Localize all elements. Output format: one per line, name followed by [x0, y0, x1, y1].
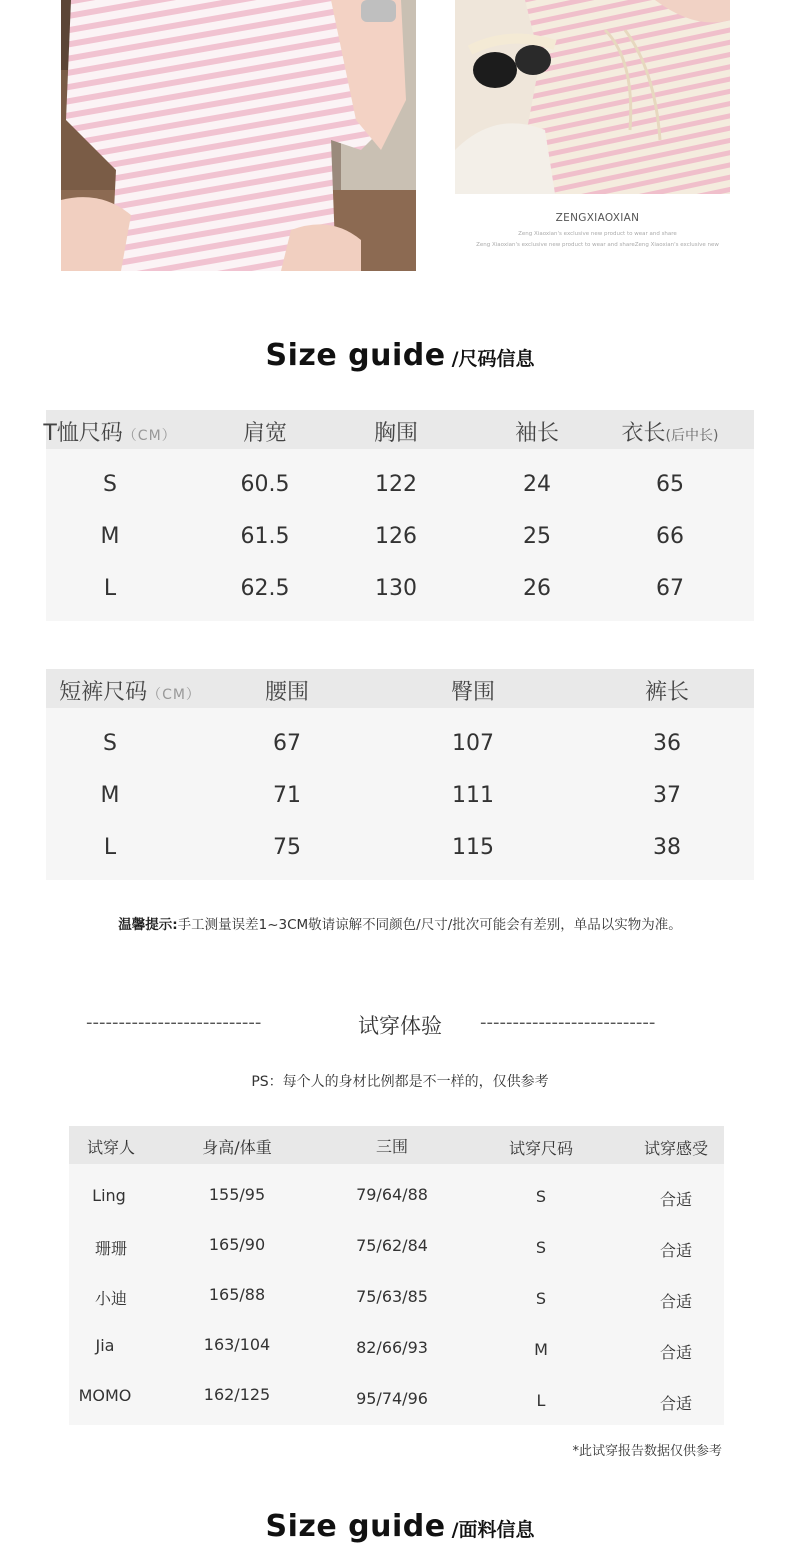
- size-guide-title: Size guide: [265, 1509, 446, 1544]
- header-size: [43, 416, 176, 447]
- header-length: [622, 416, 719, 447]
- table-cell: 合适: [659, 1394, 693, 1413]
- header-waist: 腰围: [264, 680, 310, 705]
- table-cell: 61.5: [240, 524, 290, 549]
- table-cell: L: [536, 1391, 546, 1410]
- table-cell: L: [103, 576, 117, 601]
- tryon-disclaimer: PS：每个人的身材比例都是不一样的，仅供参考: [251, 1074, 549, 1090]
- table-cell: S: [103, 472, 117, 497]
- measurement-note: [0, 913, 800, 933]
- table-cell: 24: [523, 472, 551, 497]
- table-cell: 小迪: [94, 1289, 128, 1308]
- tryon-footnote: *此试穿报告数据仅供参考: [572, 1444, 722, 1459]
- size-guide-subtitle: /尺码信息: [451, 348, 535, 370]
- header-fit-feel: 试穿感受: [643, 1139, 709, 1158]
- brand-tagline: Zeng Xiaoxian's exclusive new product to wear and share: [518, 231, 677, 237]
- table-cell: 75/62/84: [356, 1236, 428, 1255]
- header-pants-length: 裤长: [644, 680, 690, 705]
- table-cell: 38: [653, 835, 681, 860]
- header-height-weight: 身高/体重: [202, 1138, 272, 1157]
- table-cell: MOMO: [78, 1386, 132, 1405]
- table-cell: 71: [273, 783, 301, 808]
- table-cell: M: [100, 524, 120, 549]
- table-cell: 130: [375, 576, 417, 601]
- table-cell: 25: [523, 524, 551, 549]
- table-cell: 79/64/88: [356, 1185, 428, 1204]
- table-cell: 95/74/96: [356, 1389, 428, 1408]
- header-person: 试穿人: [86, 1138, 136, 1157]
- table-cell: 82/66/93: [356, 1338, 428, 1357]
- table-cell: 165/90: [208, 1235, 266, 1254]
- fabric-info-heading: [0, 1509, 800, 1544]
- table-cell: 67: [656, 576, 684, 601]
- header-shoulder: 肩宽: [242, 421, 288, 446]
- note-label: 温馨提示:: [118, 917, 178, 933]
- table-cell: 111: [452, 783, 494, 808]
- table-cell: Ling: [92, 1186, 126, 1205]
- table-cell: 合适: [659, 1190, 693, 1209]
- table-cell: 122: [375, 472, 417, 497]
- size-guide-title: Size guide: [265, 338, 446, 373]
- header-chest: 胸围: [373, 421, 419, 446]
- header-measurements: 三围: [375, 1137, 409, 1156]
- table-cell: 62.5: [240, 576, 290, 601]
- table-cell: M: [534, 1340, 548, 1359]
- table-cell: 126: [375, 524, 417, 549]
- table-cell: 66: [656, 524, 684, 549]
- table-cell: 107: [452, 731, 494, 756]
- shorts-size-table: [46, 669, 754, 880]
- header-hip: 臀围: [450, 680, 496, 705]
- header-size-label: T恤尺码: [43, 421, 123, 446]
- divider-left: ---------------------------: [86, 1012, 262, 1033]
- table-cell: S: [535, 1238, 547, 1257]
- table-cell: 合适: [659, 1343, 693, 1362]
- tryon-table: [69, 1126, 724, 1425]
- unit-label: （CM）: [147, 687, 201, 703]
- size-guide-heading: [0, 338, 800, 373]
- tryon-title: 试穿体验: [358, 1014, 442, 1038]
- table-cell: 合适: [659, 1241, 693, 1260]
- table-cell: 60.5: [240, 472, 290, 497]
- size-guide-subtitle: /面料信息: [451, 1519, 535, 1541]
- table-cell: 65: [656, 472, 684, 497]
- brand-name: ZENGXIAOXIAN: [555, 212, 640, 224]
- table-cell: 75/63/85: [356, 1287, 428, 1306]
- table-cell: S: [535, 1187, 547, 1206]
- table-cell: 75: [273, 835, 301, 860]
- table-cell: 115: [452, 835, 494, 860]
- table-cell: 165/88: [208, 1285, 266, 1304]
- table-cell: S: [535, 1289, 547, 1308]
- table-cell: Jia: [95, 1336, 115, 1355]
- table-cell: 162/125: [203, 1385, 271, 1404]
- table-cell: 珊珊: [94, 1239, 128, 1258]
- header-tried-size: 试穿尺码: [508, 1139, 574, 1158]
- tshirt-size-table: [43, 410, 754, 621]
- product-photo-model: [61, 0, 416, 271]
- header-size-label: 短裤尺码: [59, 680, 148, 705]
- table-cell: M: [100, 783, 120, 808]
- table-cell: 合适: [659, 1292, 693, 1311]
- table-cell: L: [103, 835, 117, 860]
- note-text: 手工测量误差1~3CM敬请谅解不同颜色/尺寸/批次可能会有差别，单品以实物为准。: [177, 917, 682, 933]
- product-photo-shorts: [455, 0, 730, 194]
- table-cell: 163/104: [203, 1335, 271, 1354]
- table-cell: 67: [273, 731, 301, 756]
- table-cell: 26: [523, 576, 551, 601]
- length-note: (后中长): [665, 428, 719, 444]
- table-cell: 37: [653, 783, 681, 808]
- table-cell: 36: [653, 731, 681, 756]
- header-sleeve: 袖长: [514, 421, 560, 446]
- unit-label: （CM）: [122, 428, 177, 444]
- header-size: [59, 675, 201, 706]
- table-cell: S: [103, 731, 117, 756]
- divider-right: ---------------------------: [480, 1012, 656, 1033]
- table-cell: 155/95: [208, 1185, 266, 1204]
- brand-tagline-repeat: Zeng Xiaoxian's exclusive new product to wear and shareZeng Xiaoxian's exclusive new: [476, 242, 719, 248]
- header-length-label: 衣长: [621, 421, 666, 446]
